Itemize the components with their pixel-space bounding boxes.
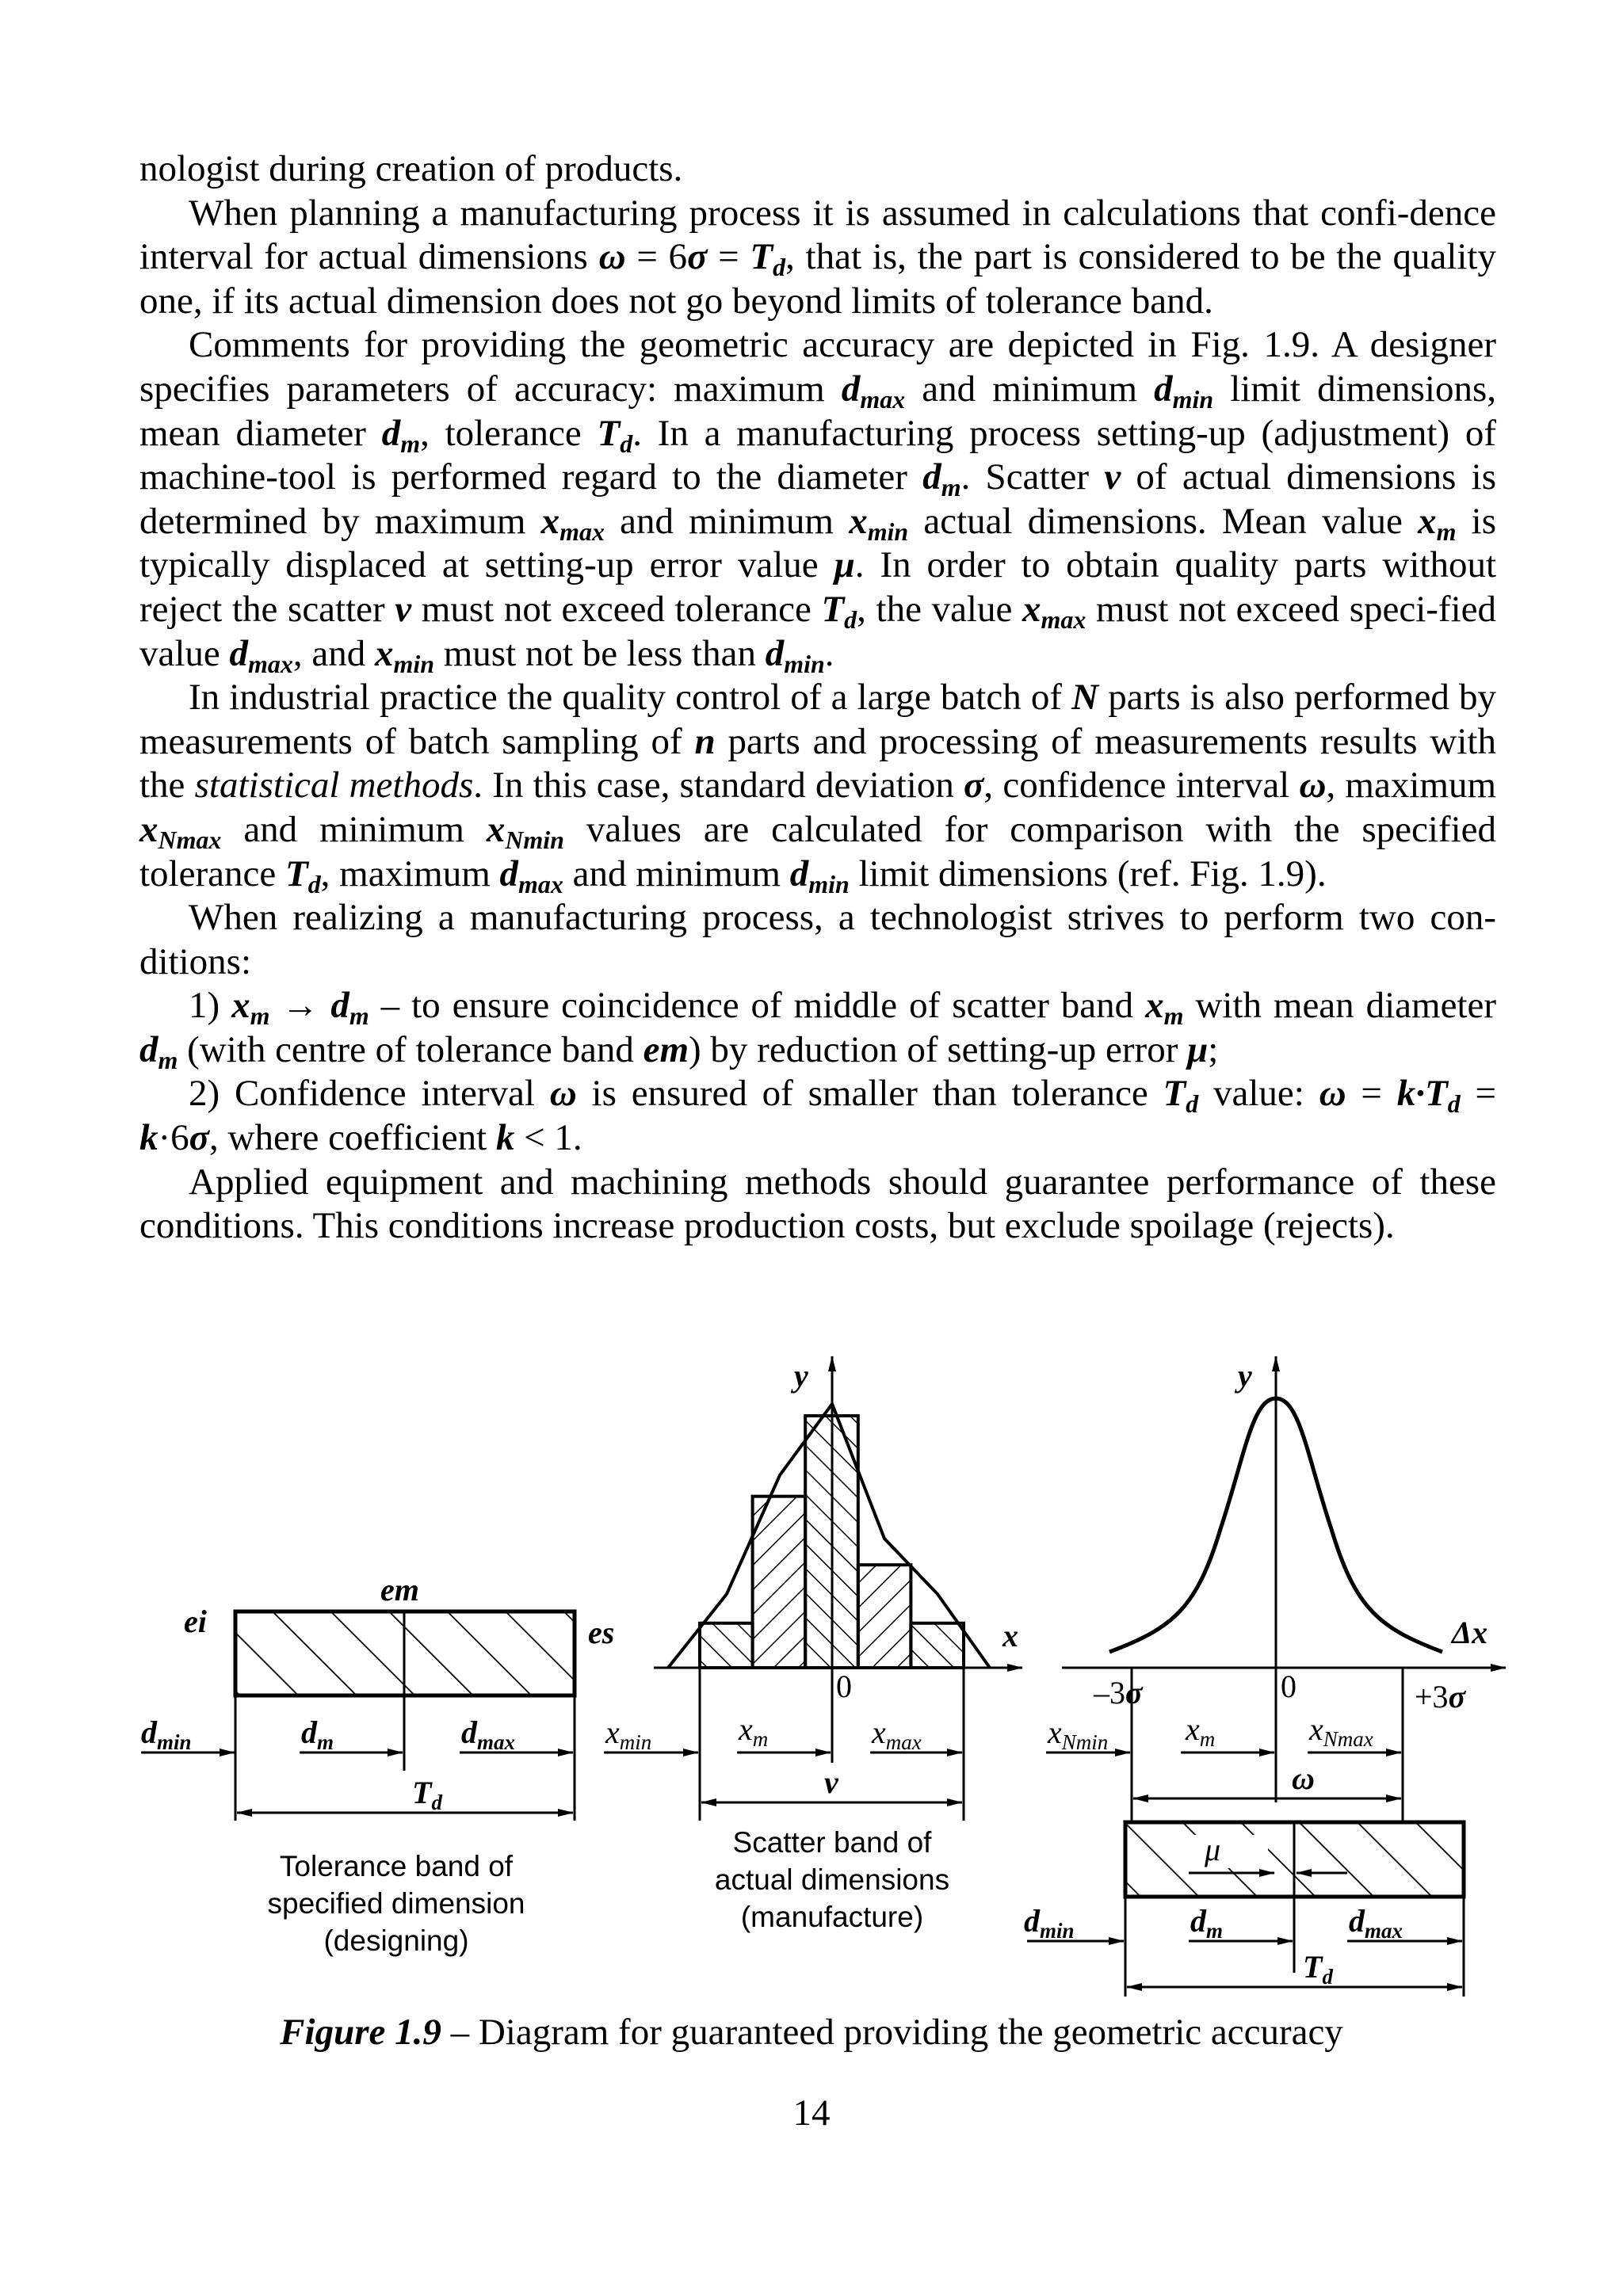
label-Td: $T_d$ <box>412 1775 442 1814</box>
scatter-band-panel <box>604 1356 1022 1933</box>
histogram <box>700 1416 964 1668</box>
label-dmin-right: $d_{min}$ <box>1024 1903 1075 1943</box>
label-dmin: $d_{min}$ <box>141 1714 192 1754</box>
label-es: es <box>588 1615 615 1650</box>
middle-y-label: y <box>794 1358 808 1394</box>
figure-caption <box>0 2011 1623 2054</box>
page-number: 14 <box>792 2092 831 2134</box>
paragraph-2: When planning a manufacturing process it is assumed in calculations that confi-dence interval for actual dimensions $\omega = 6\sigma = T_d$, that is, the part is considered to be the quality one, if its actual dimension does not go beyond limits of tolerance band. <box>139 192 1496 322</box>
figure-caption-label: Figure 1.9 <box>280 2012 441 2053</box>
tolerance-caption-line2: specified dimension <box>267 1887 525 1920</box>
label-omega: ω <box>1292 1760 1315 1796</box>
paragraph-7: 2) Confidence interval ω is ensured of smaller than tolerance $T_d$ value: $\omega = k\cdot T_d = k\cdot 6\sigma$, where coefficient k < 1. <box>139 1073 1496 1159</box>
figure-diagram <box>0 1339 1623 2004</box>
histogram-bar-5 <box>911 1623 964 1668</box>
label-dm: $d_m$ <box>301 1714 334 1754</box>
figure-caption-text: – Diagram for guaranteed providing the geometric accuracy <box>441 2012 1343 2053</box>
normal-distribution-panel <box>1024 1356 1506 1997</box>
label-xmin: $x_{min}$ <box>605 1714 652 1754</box>
label-Td-right: $T_d$ <box>1303 1949 1333 1989</box>
body-text <box>139 147 1496 1249</box>
paragraph-8: Applied equipment and machining methods should guarantee performance of these conditions. This conditions increase production costs, but exclude spoilage (rejects). <box>139 1161 1496 1247</box>
label-em: em <box>380 1572 419 1608</box>
label-xmax: $x_{max}$ <box>872 1714 922 1754</box>
label-ei: ei <box>184 1604 207 1639</box>
histogram-bar-1 <box>700 1623 753 1668</box>
scatter-caption-line3: (manufacture) <box>740 1901 924 1933</box>
scatter-caption-line1: Scatter band of <box>732 1826 932 1859</box>
label-dmax: $d_{max}$ <box>461 1714 516 1754</box>
right-y-label: y <box>1238 1358 1252 1394</box>
paragraph-6: 1) $x_m \to d_m$ – to ensure coincidence of middle of scatter band $x_m$ with mean diameter $d_m$ (with centre of tolerance band em) by reduction of setting-up error μ; <box>139 985 1497 1074</box>
tolerance-caption-line1: Tolerance band of <box>279 1850 514 1882</box>
mu-label-mask <box>1189 1835 1268 1868</box>
histogram-bar-4 <box>858 1565 911 1668</box>
paragraph-3: Comments for providing the geometric accuracy are depicted in Fig. 1.9. A designer specifies parameters of accuracy: maximum $d_{max}$ and minimum $d_{min}$ limit dimensions, mean diameter $d_m$, tolerance $T_d$. In a manufacturing process setting-up (adjustment) of machine-tool is performed regard to the diameter $d_m$. Scatter v of actual dimensions is determined by maximum $x_{max}$ and minimum $x_{min}$ actual dimensions. Mean value $x_m$ is typically displaced at setting-up error value μ. In order to obtain quality parts without reject the scatter v must not exceed tolerance $T_d$, the value $x_{max}$ must not exceed speci-fied value $d_{max}$, and $x_{min}$ must not be less than $d_{min}$. <box>139 324 1497 678</box>
label-xNmax: $x_{Nmax}$ <box>1309 1711 1373 1751</box>
label-dmax-right: $d_{max}$ <box>1349 1903 1403 1943</box>
label-dm-right: $d_m$ <box>1190 1903 1224 1943</box>
middle-x-label: x <box>1002 1618 1018 1653</box>
tolerance-caption-line3: (designing) <box>323 1924 469 1957</box>
right-dx-label: Δx <box>1452 1615 1488 1650</box>
middle-zero: 0 <box>836 1669 852 1704</box>
label-xm-right: $x_m$ <box>1186 1711 1216 1751</box>
scatter-caption-line2: actual dimensions <box>714 1863 950 1896</box>
paragraph-5: When realizing a manufacturing process, a technologist strives to perform two con-ditions: <box>139 897 1496 982</box>
label-plus-3sigma: +3σ <box>1415 1679 1466 1714</box>
label-xNmin: $x_{Nmin}$ <box>1048 1714 1109 1754</box>
label-mu: μ <box>1205 1832 1221 1867</box>
paragraph-4: In industrial practice the quality control of a large batch of N parts is also performed by measurements of batch sampling of n parts and processing of measurements results with the statistical methods. In this case, standard deviation σ, confidence interval ω, maximum $x_{Nmax}$ and minimum $x_{Nmin}$ values are calculated for comparison with the specified tolerance $T_d$, maximum $d_{max}$ and minimum $d_{min}$ limit dimensions (ref. Fig. 1.9). <box>139 677 1496 898</box>
label-minus-3sigma: –3σ <box>1094 1675 1143 1711</box>
paragraph-1: nologist during creation of products. <box>139 148 683 189</box>
tolerance-band-panel <box>141 1572 614 1957</box>
label-v: v <box>824 1764 838 1800</box>
label-xm: $x_m$ <box>739 1711 769 1751</box>
right-zero: 0 <box>1281 1669 1296 1704</box>
